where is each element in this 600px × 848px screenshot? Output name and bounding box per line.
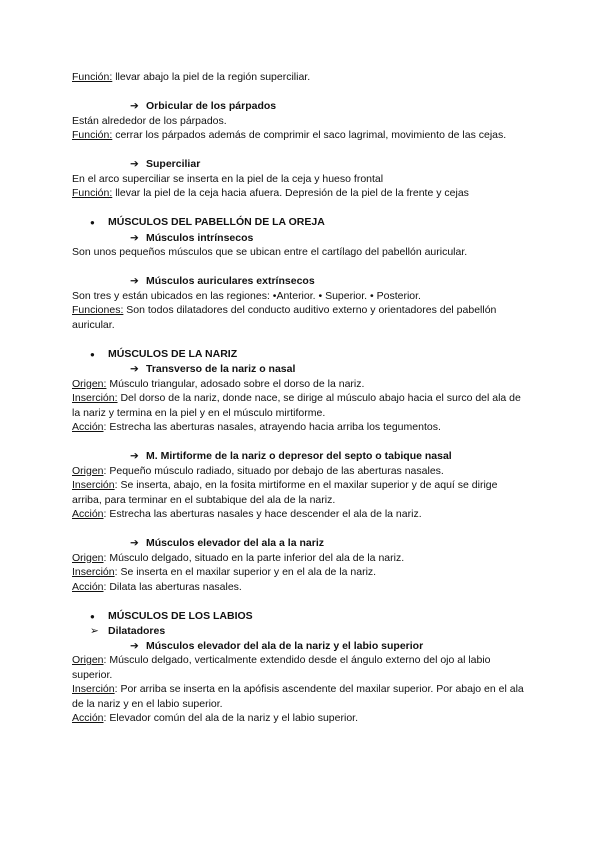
extrinsecos-heading: ➔ Músculos auriculares extrínsecos (130, 275, 315, 287)
elevador-labio-origen: Origen: Músculo delgado, verticalmente extendido desde el ángulo externo del ojo al labio superior. (72, 654, 491, 681)
arrow-icon: ➔ (130, 275, 139, 287)
orbicular-funcion: Función: cerrar los párpados además de comprimir el saco lagrimal, movimiento de las cejas. (72, 129, 507, 141)
transverso-insercion: Inserción: Del dorso de la nariz, donde nace, se dirige al músculo abajo hacia el surco del ala de la nariz y termina en la piel y en el músculo mirtiforme. (72, 392, 521, 419)
elevador-labio-insercion: Inserción: Por arriba se inserta en la apófisis ascendente del maxilar superior. Por abajo en el ala de la nariz y en el labio superior. (72, 683, 524, 710)
bullet-icon: ● (90, 218, 95, 227)
intrinsecos-text: Son unos pequeños músculos que se ubican entre el cartílago del pabellón auricular. (72, 246, 468, 258)
transverso-accion: Acción: Estrecha las aberturas nasales, atrayendo hacia arriba los tegumentos. (72, 421, 441, 433)
arrow-icon: ➔ (130, 231, 139, 244)
arrow-icon: ➔ (130, 158, 139, 170)
orbicular-line: Están alrededor de los párpados. (72, 114, 227, 127)
mirtiforme-heading: ➔ M. Mirtiforme de la nariz o depresor del septo o tabique nasal (130, 450, 452, 462)
mirtiforme-accion: Acción: Estrecha las aberturas nasales y hace descender el ala de la nariz. (72, 508, 422, 520)
mirtiforme-insercion: Inserción: Se inserta, abajo, en la fosita mirtiforme en el maxilar superior y de aquí se dirige arriba, para terminar en el subtabique del ala de la nariz. (72, 479, 498, 506)
transverso-heading: ➔ Transverso de la nariz o nasal (130, 363, 296, 375)
elevador-nariz-origen: Origen: Músculo delgado, situado en la parte inferior del ala de la nariz. (72, 551, 405, 564)
transverso-origen: Origen: Músculo triangular, adosado sobre el dorso de la nariz. (72, 377, 365, 390)
triangle-arrow-icon: ➢ (90, 625, 99, 637)
mirtiforme-origen: Origen: Pequeño músculo radiado, situado por debajo de las aberturas nasales. (72, 464, 444, 477)
arrow-icon: ➔ (130, 639, 139, 652)
elevador-labio-accion: Acción: Elevador común del ala de la nariz y el labio superior. (72, 712, 358, 724)
nariz-heading: ● MÚSCULOS DE LA NARIZ (90, 347, 528, 363)
arrow-icon: ➔ (130, 537, 139, 549)
labios-heading: ● MÚSCULOS DE LOS LABIOS (90, 609, 528, 625)
elevador-nariz-heading: ➔ Músculos elevador del ala a la nariz (130, 537, 324, 549)
elevador-nariz-insercion: Inserción: Se inserta en el maxilar superior y en el ala de la nariz. (72, 566, 377, 578)
orbicular-heading: ➔ Orbicular de los párpados (130, 100, 277, 112)
document-page (72, 70, 528, 726)
intrinsecos-heading: ➔ Músculos intrínsecos (130, 231, 254, 244)
extrinsecos-text: Son tres y están ubicados en las regiones: •Anterior. • Superior. • Posterior. (72, 289, 421, 302)
elevador-nariz-accion: Acción: Dilata las aberturas nasales. (72, 580, 242, 593)
dilatadores-heading: ➢ Dilatadores (90, 625, 166, 637)
funcion-label: Función: (72, 71, 113, 83)
funciones-line: Funciones: Son todos dilatadores del conducto auditivo externo y orientadores del pabellón auricular. (72, 304, 497, 331)
bullet-icon: ● (90, 349, 95, 359)
arrow-icon: ➔ (130, 363, 139, 375)
bullet-icon: ● (90, 611, 95, 621)
superciliar-line: En el arco superciliar se inserta en la piel de la ceja y hueso frontal (72, 172, 384, 185)
funcion-line: Función: llevar abajo la piel de la región superciliar. (72, 71, 311, 83)
pabellon-heading: ● MÚSCULOS DEL PABELLÓN DE LA OREJA (90, 215, 528, 231)
elevador-labio-heading: ➔ Músculos elevador del ala de la nariz y el labio superior (130, 639, 424, 652)
arrow-icon: ➔ (130, 100, 139, 112)
superciliar-heading: ➔ Superciliar (130, 158, 201, 170)
superciliar-funcion: Función: llevar la piel de la ceja hacia afuera. Depresión de la piel de la frente y cejas (72, 187, 469, 199)
arrow-icon: ➔ (130, 450, 139, 462)
